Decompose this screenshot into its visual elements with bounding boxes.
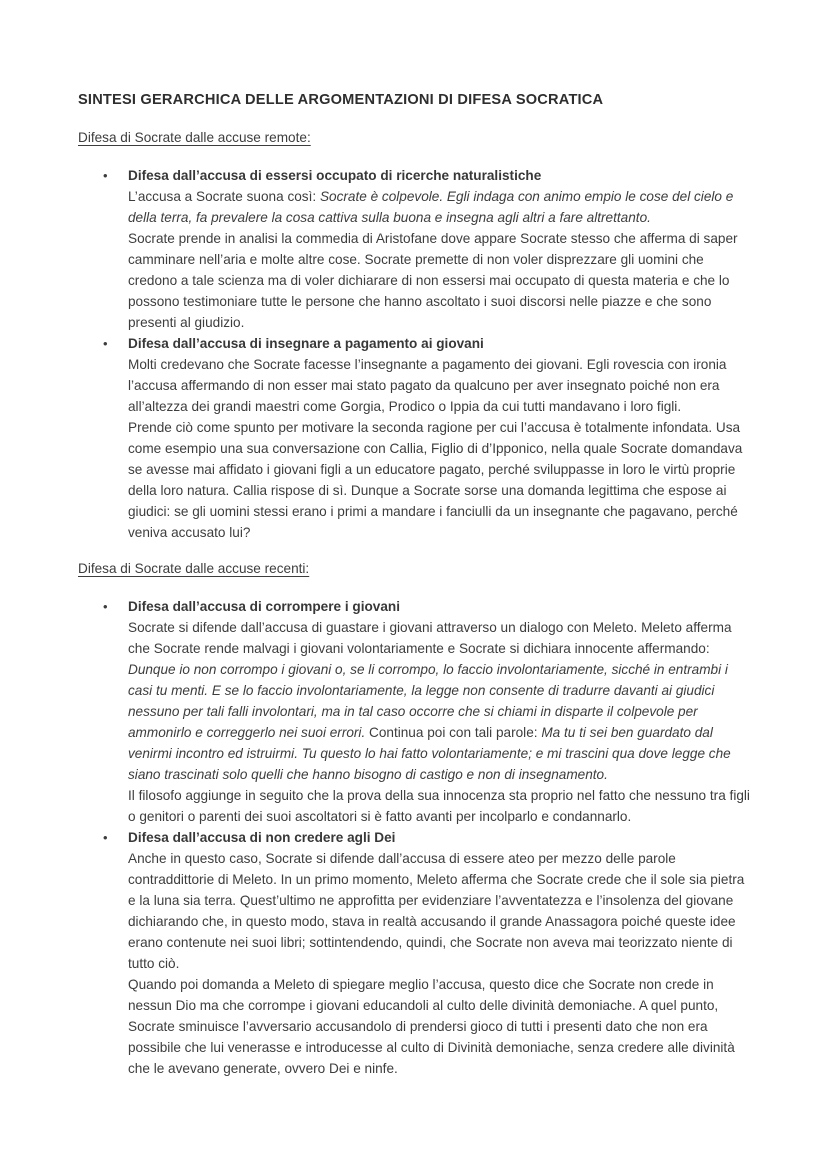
body-text: Quando poi domanda a Meleto di spiegare meglio l’accusa, questo dice che Socrate non crede in nessun Dio ma che corrompe i giovani educandoli al culto delle divinità demoniache. A quel punto, Socrate sminuisce l’avversario accusandolo di prendersi gioco di tutti i presenti dato che non era possibile che lui venerasse e introducesse al culto di Divinità demoniache, senza credere alle divinità che le avevano generate, ovvero Dei e ninfe. [128, 977, 735, 1076]
bullet-heading: Difesa dall’accusa di essersi occupato di ricerche naturalistiche [128, 168, 542, 183]
bullet-icon: • [103, 336, 108, 351]
bullet-body [128, 617, 754, 827]
body-text: Continua poi con tali parole: [365, 725, 542, 740]
bullet-icon: • [103, 599, 108, 614]
bullet-icon: • [103, 830, 108, 845]
section-heading: Difesa di Socrate dalle accuse remote: [78, 130, 311, 145]
bullet-body [128, 848, 754, 1079]
bullet-list [78, 596, 754, 1079]
body-text: Prende ciò come spunto per motivare la seconda ragione per cui l’accusa è totalmente infondata. Usa come esempio una sua conversazione con Callia, Figlio di d’Ipponico, nella quale Socrate domandava se avesse mai affidato i giovani figli a un educatore pagato, perché sviluppasse in loro le virtù proprie della loro natura. Callia rispose di sì. Dunque a Socrate sorse una domanda legittima che espose ai giudici: se gli uomini stessi erano i primi a mandare i fanciulli da un insegnante che pagavano, perché veniva accusato lui? [128, 420, 743, 540]
bullet-content [128, 165, 754, 333]
bullet-heading: Difesa dall’accusa di insegnare a pagamento ai giovani [128, 336, 484, 351]
bullet-list [78, 165, 754, 543]
bullet-body [128, 354, 754, 543]
bullet-heading: Difesa dall’accusa di corrompere i giovani [128, 599, 400, 614]
section-heading: Difesa di Socrate dalle accuse recenti: [78, 561, 310, 576]
bullet-heading: Difesa dall’accusa di non credere agli Dei [128, 830, 396, 845]
document-body [78, 127, 754, 1079]
body-text: Anche in questo caso, Socrate si difende dall’accusa di essere ateo per mezzo delle parole contraddittorie di Meleto. In un primo momento, Meleto afferma che Socrate crede che il sole sia pietra e la luna sia terra. Quest’ultimo ne approfitta per evidenziare l’avventatezza e l’insolenza del giovane dichiarando che, in questo modo, stava in realtà accusando il grande Anassagora poiché queste idee erano contenute nei suoi libri; sottintendendo, quindi, che Socrate non aveva mai teorizzato niente di tutto ciò. [128, 851, 745, 971]
bullet-body [128, 186, 754, 333]
body-text: Socrate prende in analisi la commedia di Aristofane dove appare Socrate stesso che afferma di saper camminare nell’aria e molte altre cose. Socrate premette di non voler disprezzare gli uomini che credono a tale scienza ma di voler dichiarare di non essersi mai occupato di questa materia e che lo possono testimoniare tutte le persone che hanno ascoltato i suoi discorsi nelle piazze e che sono presenti al giudizio. [128, 231, 738, 330]
bullet-icon: • [103, 168, 108, 183]
body-text: Molti credevano che Socrate facesse l’insegnante a pagamento dei giovani. Egli rovescia con ironia l’accusa affermando di non esser mai stato pagato da qualcuno per aver insegnato poiché non era all’altezza dei grandi maestri come Gorgia, Prodico o Ippia da cui tutti mandavano i loro figli. [128, 357, 727, 414]
body-text: Il filosofo aggiunge in seguito che la prova della sua innocenza sta proprio nel fatto che nessuno tra figli o genitori o parenti dei suoi ascoltatori si è fatto avanti per incolparlo e condannarlo. [128, 788, 750, 824]
bullet-item [78, 165, 754, 333]
body-text: Socrate si difende dall’accusa di guastare i giovani attraverso un dialogo con Meleto. Meleto afferma che Socrate rende malvagi i giovani volontariamente e Socrate si dichiara innocente affermando: [128, 620, 732, 656]
bullet-item [78, 827, 754, 1079]
bullet-item [78, 596, 754, 827]
bullet-content [128, 596, 754, 827]
body-text: L’accusa a Socrate suona così: [128, 189, 320, 204]
quote-text: Dunque io non corrompo i giovani o, se li corrompo, lo faccio involontariamente, sicché in entrambi i casi tu menti. E se lo faccio involontariamente, la legge non consente di tradurre davanti ai giudici nessuno per tali falli involontari, ma in tal caso occorre che si chiami in disparte il colpevole per ammonirlo e correggerlo nei suoi errori. [128, 662, 728, 740]
document-title: SINTESI GERARCHICA DELLE ARGOMENTAZIONI DI DIFESA SOCRATICA [78, 92, 604, 108]
bullet-content [128, 333, 754, 543]
bullet-content [128, 827, 754, 1079]
quote-text: Ma tu ti sei ben guardato dal venirmi incontro ed istruirmi. Tu questo lo hai fatto volontariamente; e mi trascini qua dove legge che siano trascinati solo quelli che hanno bisogno di castigo e non di insegnamento. [128, 725, 731, 782]
quote-text: Socrate è colpevole. Egli indaga con animo empio le cose del cielo e della terra, fa prevalere la cosa cattiva sulla buona e insegna agli altri a fare altrettanto. [128, 189, 734, 225]
bullet-item [78, 333, 754, 543]
